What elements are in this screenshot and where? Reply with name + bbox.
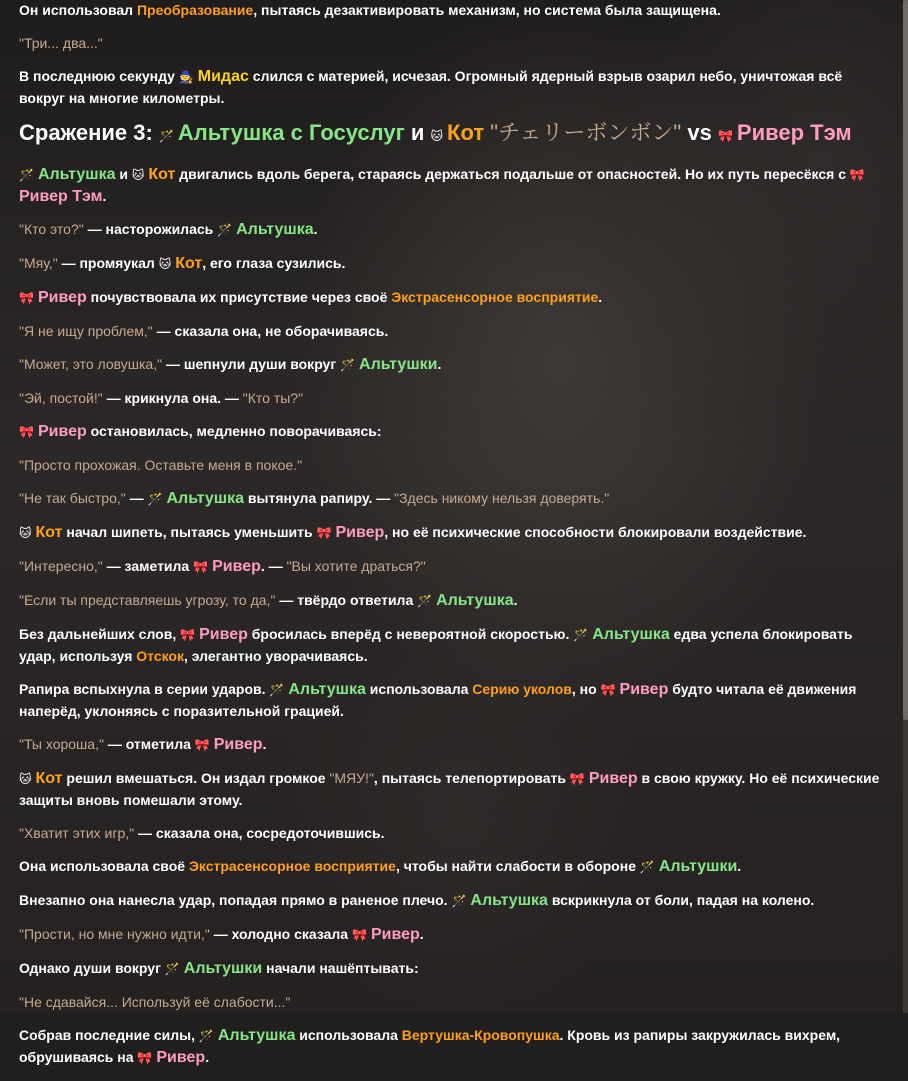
ribbon-icon: 🎀	[19, 291, 34, 305]
quote: "Хватит этих игр,"	[19, 825, 135, 841]
story-paragraph: Рапира вспыхнула в серии ударов. 🪄 Альтушка использовала Серию уколов, но 🎀 Ривер будто читала её движения наперёд, уклоняясь с поразительной грацией.	[19, 681, 857, 719]
character-name: Ривер	[335, 524, 385, 541]
wand-icon: 🪄	[217, 223, 233, 237]
story-paragraph: "Кто это?" — насторожилась 🪄 Альтушка.	[19, 219, 891, 241]
story-log	[19, 0, 891, 1081]
quote: "Прости, но мне нужно идти,"	[19, 926, 210, 942]
ribbon-icon: 🎀	[717, 129, 733, 143]
wand-icon: 🪄	[417, 594, 433, 608]
ribbon-icon: 🎀	[849, 168, 865, 182]
character-name: Ривер	[212, 558, 261, 575]
cat-icon: 🐱	[158, 257, 172, 271]
story-paragraph: Собрав последние силы, 🪄 Альтушка использовала Вертушка-Кровопушка. Кровь из рапиры закружилась вихрем, обрушиваясь на 🎀 Ривер.	[19, 1025, 891, 1069]
quote: "Не так быстро,"	[19, 490, 126, 506]
quote: "Вы хотите драться?"	[286, 558, 426, 574]
quote: "Эй, постой!"	[19, 390, 103, 406]
quote: "Кто ты?"	[242, 390, 304, 406]
nickname: "チェリーボンボン"	[490, 120, 682, 145]
ribbon-icon: 🎀	[193, 560, 209, 574]
quote: "Здесь никому нельзя доверять."	[394, 490, 610, 506]
wand-icon: 🪄	[340, 358, 356, 372]
quote: "Интересно,"	[19, 558, 103, 574]
wand-icon: 🪄	[639, 860, 655, 874]
character-name: Ривер Тэм	[19, 188, 103, 205]
story-paragraph	[19, 992, 891, 1013]
ribbon-icon: 🎀	[180, 628, 196, 642]
character-name: Альтушка	[288, 681, 366, 698]
story-paragraph: 🎀 Ривер почувствовала их присутствие через своё Экстрасенсорное восприятие.	[19, 287, 891, 309]
quote: "Если ты представляешь угрозу, то да,"	[19, 592, 276, 608]
character-name: Кот	[148, 166, 176, 183]
ribbon-icon: 🎀	[137, 1051, 153, 1065]
battle-heading: Сражение 3: 🪄 Альтушка с Госуслуг и 🐱 Кот "チェリーボンボン" vs 🎀 Ривер Тэм	[19, 121, 891, 148]
mage-icon: 🧙	[178, 70, 194, 84]
scrollbar[interactable]	[903, 0, 908, 1013]
character-name: Альтушка	[37, 166, 116, 183]
story-paragraph: Она использовала своё Экстрасенсорное восприятие, чтобы найти слабости в обороне 🪄 Альтушки.	[19, 856, 891, 878]
quote: "Может, это ловушка,"	[19, 356, 163, 372]
story-paragraph: Внезапно она нанесла удар, попадая прямо в раненое плечо. 🪄 Альтушка вскрикнула от боли, падая на колено.	[19, 890, 891, 912]
story-paragraph: Однако души вокруг 🪄 Альтушки начали нашёптывать:	[19, 958, 891, 980]
wand-icon: 🪄	[269, 683, 285, 697]
story-paragraph: 🪄 Альтушка и 🐱 Кот двигались вдоль берега, стараясь держаться подальше от опасностей. Но их путь пересёкся с 🎀Ривер Тэм.	[19, 166, 865, 205]
story-paragraph	[19, 455, 891, 476]
story-paragraph: "Ты хороша," — отметила 🎀 Ривер.	[19, 734, 891, 756]
ribbon-icon: 🎀	[600, 683, 616, 697]
character-name: Альтушка	[236, 221, 314, 238]
character-name: Ривер	[37, 423, 87, 440]
character-name: Ривер	[619, 681, 669, 698]
story-paragraph	[19, 33, 891, 54]
ribbon-icon: 🎀	[194, 738, 210, 752]
story-paragraph: "Интересно," — заметила 🎀 Ривер. — "Вы хотите драться?"	[19, 556, 891, 578]
skill-name: Вертушка-Кровопушка	[401, 1027, 560, 1043]
character-name: Альтушка	[592, 626, 670, 643]
character-name: Ривер	[37, 289, 87, 306]
story-paragraph: "Прости, но мне нужно идти," — холодно сказала 🎀 Ривер.	[19, 924, 891, 946]
character-name: Ривер	[156, 1049, 206, 1066]
story-paragraph: "Я не ищу проблем," — сказала она, не оборачиваясь.	[19, 323, 389, 339]
character-name: Альтушка	[436, 592, 514, 609]
character-name: Альтушки	[183, 960, 263, 977]
wand-icon: 🪄	[19, 168, 34, 182]
quote: "Кто это?"	[19, 221, 84, 237]
character-name: Кот	[447, 120, 485, 145]
character-name: Альтушка	[166, 490, 245, 507]
character-name: Ривер	[370, 926, 420, 943]
quote: "Три... два..."	[19, 35, 103, 51]
ribbon-icon: 🎀	[569, 772, 585, 786]
quote: "Просто прохожая. Оставьте меня в покое."	[19, 457, 303, 473]
character-name: Альтушки	[658, 858, 738, 875]
character-name: Ривер	[213, 736, 263, 753]
quote: "Ты хороша,"	[19, 736, 104, 752]
quote: "Мяу,"	[19, 255, 58, 271]
skill-name: Экстрасенсорное восприятие	[188, 858, 396, 874]
character-name: Кот	[35, 770, 63, 787]
cat-icon: 🐱	[430, 129, 444, 143]
story-paragraph: "Может, это ловушка," — шепнули души вокруг 🪄 Альтушки.	[19, 354, 891, 376]
character-name: Альтушки	[359, 356, 438, 373]
wand-icon: 🪄	[158, 129, 174, 143]
skill-name: Отскок	[136, 648, 184, 664]
quote: "МЯУ!"	[329, 770, 374, 786]
character-name: Ривер Тэм	[736, 120, 852, 145]
story-paragraph: 🎀 Ривер остановилась, медленно поворачиваясь:	[19, 421, 891, 443]
cat-icon: 🐱	[19, 772, 32, 786]
story-paragraph: "Мяу," — промяукал 🐱 Кот, его глаза сузились.	[19, 253, 891, 275]
ribbon-icon: 🎀	[19, 425, 34, 439]
story-paragraph: Он использовал Преобразование, пытаясь дезактивировать механизм, но система была защищена.	[19, 2, 721, 18]
wand-icon: 🪄	[451, 894, 467, 908]
character-name: Альтушка	[470, 892, 548, 909]
story-paragraph: 🐱 Кот решил вмешаться. Он издал громкое "МЯУ!", пытаясь телепортировать 🎀 Ривер в свою кружку. Но её психические защиты вновь помешали этому.	[19, 770, 880, 808]
wand-icon: 🪄	[164, 962, 180, 976]
character-name: Ривер	[588, 770, 638, 787]
scrollbar-thumb[interactable]	[903, 0, 908, 720]
story-paragraph: "Хватит этих игр," — сказала она, сосредоточившись.	[19, 825, 385, 841]
story-paragraph: 🐱 Кот начал шипеть, пытаясь уменьшить 🎀 Ривер, но её психические способности блокировали воздействие.	[19, 522, 891, 544]
story-paragraph: В последнюю секунду 🧙 Мидас слился с материей, исчезая. Огромный ядерный взрыв озарил небо, уничтожая всё вокруг на многие километры.	[19, 68, 843, 106]
wand-icon: 🪄	[147, 492, 163, 506]
cat-icon: 🐱	[131, 168, 145, 182]
story-paragraph: Без дальнейших слов, 🎀 Ривер бросилась вперёд с невероятной скоростью. 🪄 Альтушка едва успела блокировать удар, используя Отскок, элегантно уворачиваясь.	[19, 626, 853, 664]
ribbon-icon: 🎀	[316, 526, 332, 540]
skill-name: Серию уколов	[472, 681, 572, 697]
character-name: Кот	[35, 524, 63, 541]
quote: "Я не ищу проблем,"	[19, 323, 153, 339]
cat-icon: 🐱	[19, 526, 32, 540]
skill-name: Экстрасенсорное восприятие	[391, 289, 599, 305]
quote: "Не сдавайся... Используй её слабости..."	[19, 994, 291, 1010]
story-paragraph: "Эй, постой!" — крикнула она. — "Кто ты?"	[19, 390, 304, 406]
ribbon-icon: 🎀	[351, 928, 367, 942]
wand-icon: 🪄	[198, 1029, 214, 1043]
character-name: Альтушка с Госуслуг	[177, 120, 405, 145]
character-name: Ривер	[199, 626, 248, 643]
story-paragraph: "Не так быстро," — 🪄 Альтушка вытянула рапиру. — "Здесь никому нельзя доверять."	[19, 488, 891, 510]
character-name: Мидас	[197, 68, 249, 85]
wand-icon: 🪄	[573, 628, 589, 642]
character-name: Кот	[175, 255, 203, 272]
skill-name: Преобразование	[136, 2, 254, 18]
story-paragraph: "Если ты представляешь угрозу, то да," — твёрдо ответила 🪄 Альтушка.	[19, 590, 891, 612]
character-name: Альтушка	[217, 1027, 296, 1044]
